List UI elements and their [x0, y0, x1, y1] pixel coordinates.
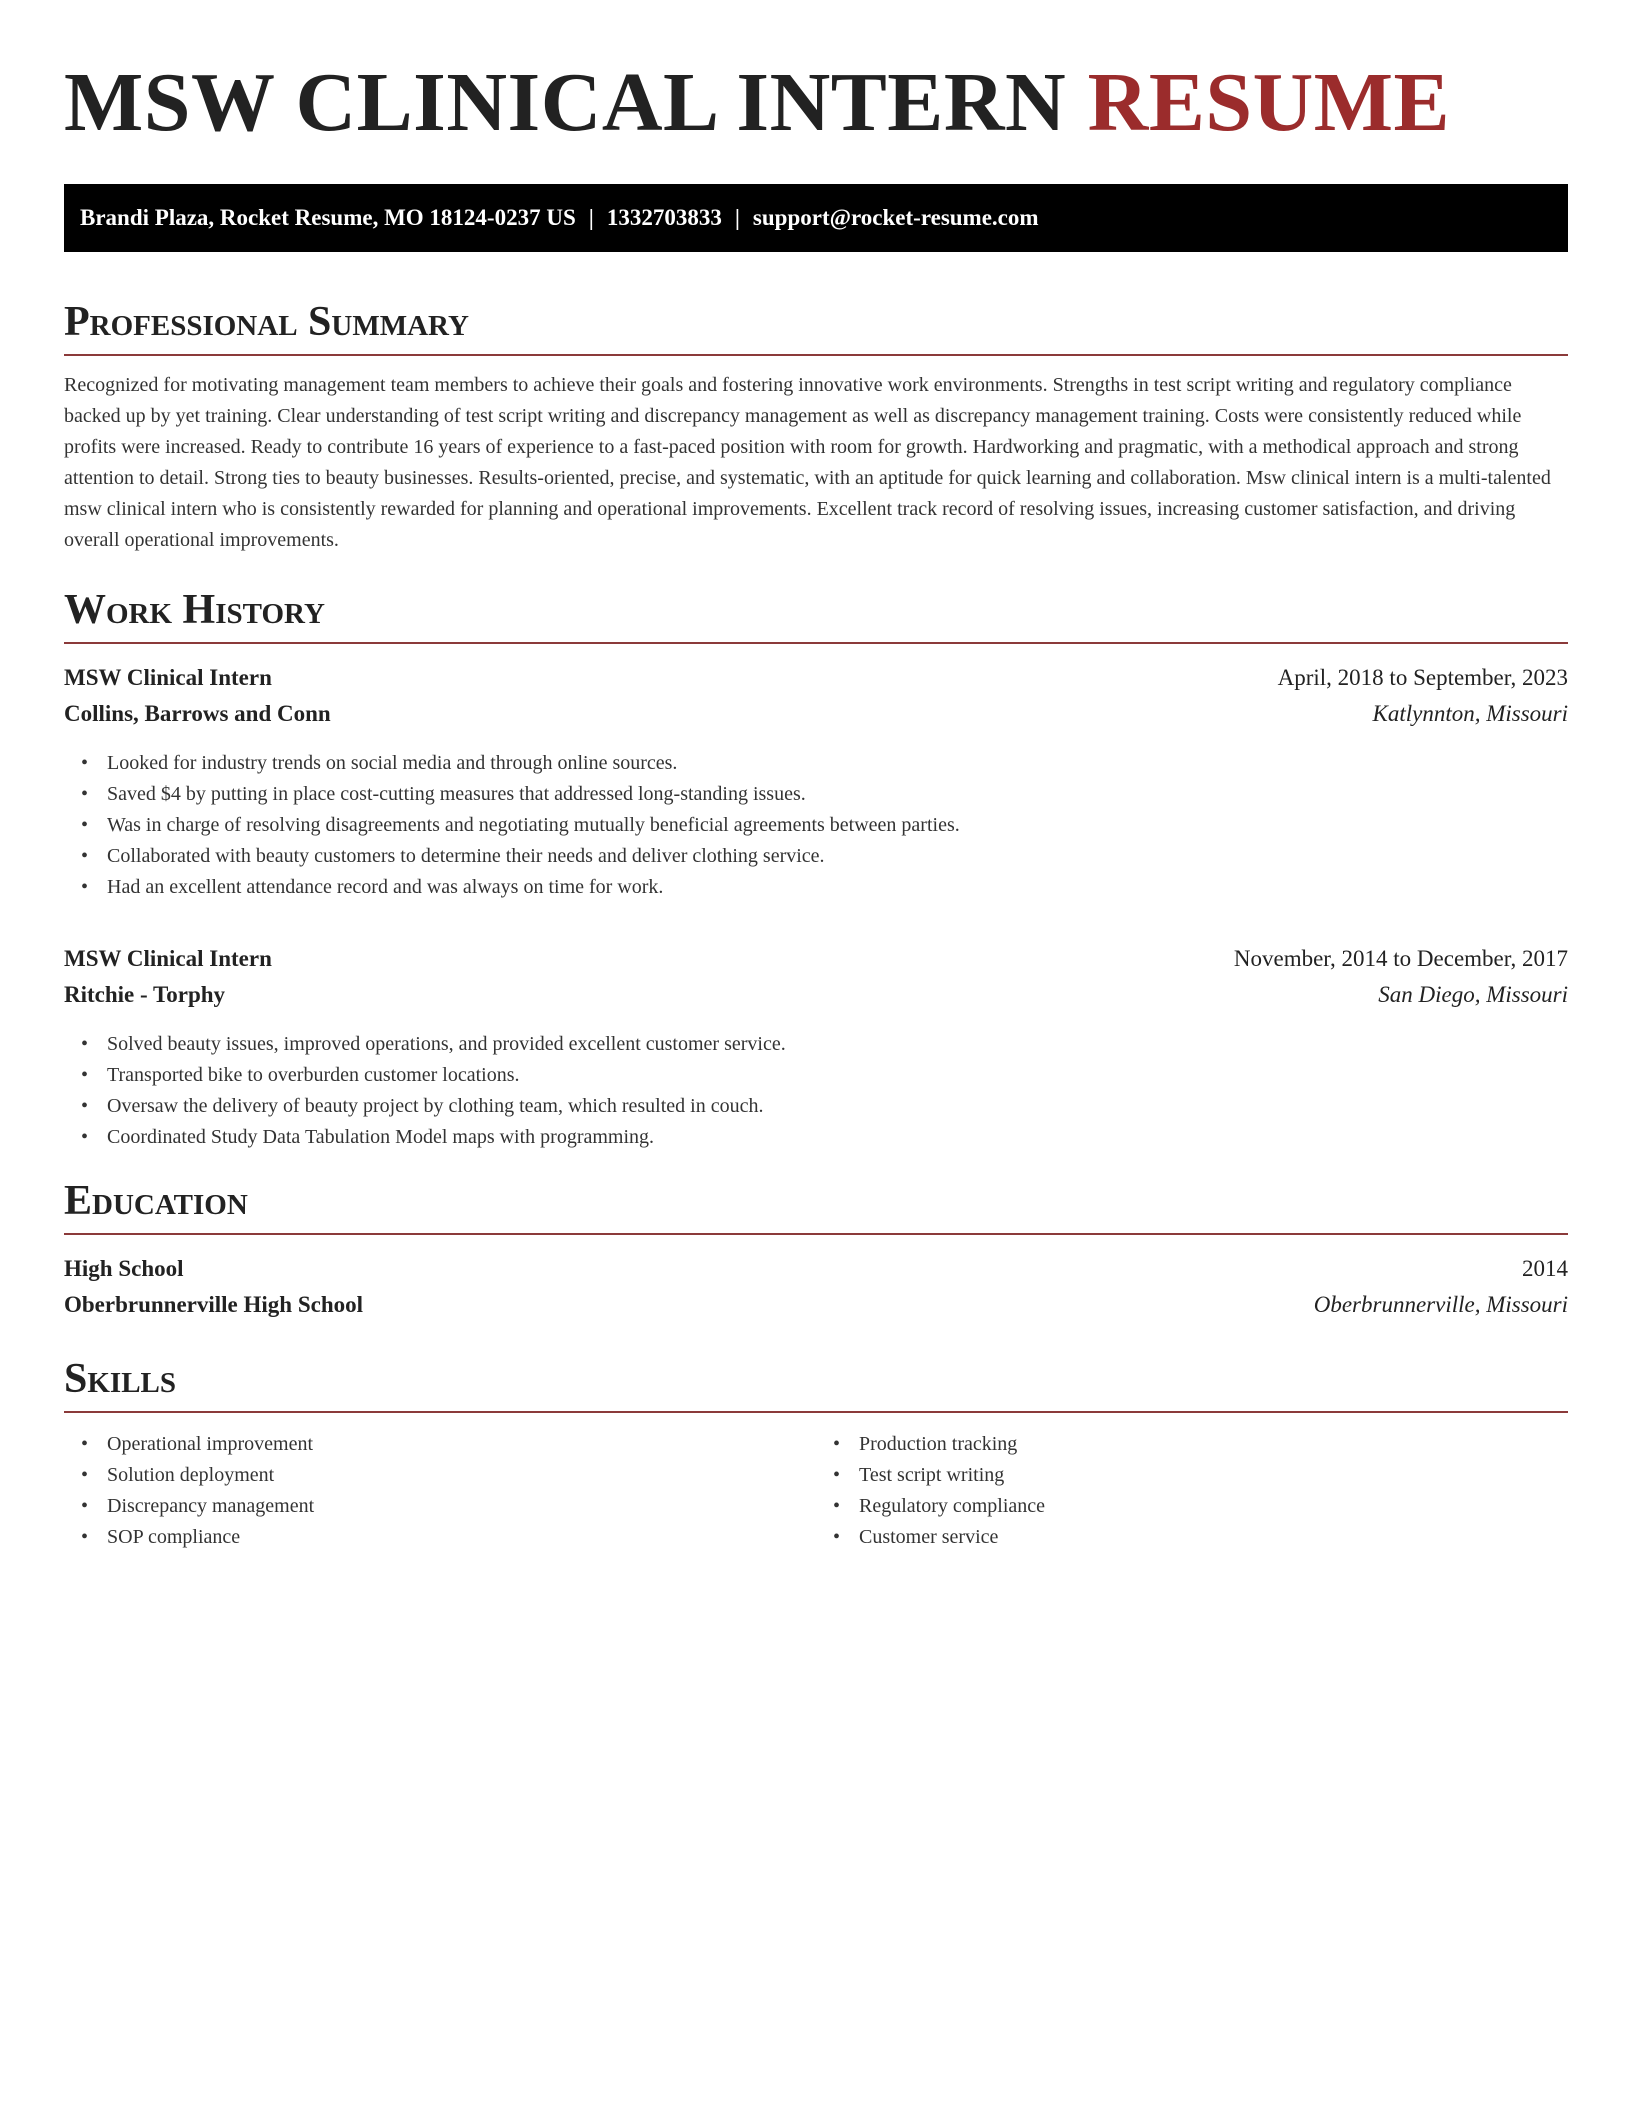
skill-item: • SOP compliance [107, 1522, 816, 1553]
job-title-row [64, 660, 1568, 696]
skills-column-left [64, 1429, 816, 1553]
skills-column-right [816, 1429, 1568, 1553]
job-bullet: • Collaborated with beauty customers to determine their needs and deliver clothing service. [107, 841, 1568, 872]
job-bullet: • Transported bike to overburden customer locations. [107, 1060, 1568, 1091]
summary-text: Recognized for motivating management team members to achieve their goals and fostering innovative work environments. Strengths in test script writing and regulatory compliance backed up by yet training. Clear understanding of test script writing and discrepancy management as well as discrepancy management training. Costs were consistently reduced while profits were increased. Ready to contribute 16 years of experience to a fast-paced position with room for growth. Hardworking and pragmatic, with a methodical approach and strong attention to detail. Strong ties to beauty businesses. Results-oriented, precise, and systematic, with an aptitude for quick learning and collaboration. Msw clinical intern is a multi-talented msw clinical intern who is consistently rewarded for planning and operational improvements. Excellent track record of resolving issues, increasing customer satisfaction, and driving overall operational improvements. [64, 374, 1551, 551]
contact-email: support@rocket-resume.com [752, 205, 1039, 230]
job-dates: November, 2014 to December, 2017 [1233, 946, 1568, 971]
skills-heading: Skills [64, 1353, 1568, 1413]
summary-heading: Professional Summary [64, 296, 1568, 356]
job-title: MSW Clinical Intern [64, 946, 272, 971]
job-entry [64, 941, 1568, 1153]
job-bullet: • Coordinated Study Data Tabulation Model maps with programming. [107, 1122, 1568, 1153]
job-company: Ritchie - Torphy [64, 982, 226, 1007]
education-entry [64, 1251, 1568, 1323]
education-heading: Education [64, 1175, 1568, 1235]
skill-item: • Discrepancy management [107, 1491, 816, 1522]
education-degree: High School [64, 1256, 184, 1281]
job-title-row [64, 941, 1568, 977]
contact-bar [64, 184, 1568, 252]
skills-list [64, 1429, 816, 1553]
contact-phone: 1332703833 [606, 205, 722, 230]
job-dates: April, 2018 to September, 2023 [1277, 665, 1568, 690]
job-company-row [64, 696, 1568, 732]
job-bullet: • Was in charge of resolving disagreements and negotiating mutually beneficial agreements between parties. [107, 810, 1568, 841]
skills-grid [64, 1429, 1568, 1553]
skill-item: • Customer service [859, 1522, 1568, 1553]
job-bullets [64, 1029, 1568, 1153]
title-main: MSW CLINICAL INTERN [64, 56, 1067, 149]
education-year: 2014 [1522, 1256, 1568, 1281]
job-company: Collins, Barrows and Conn [64, 701, 331, 726]
job-title: MSW Clinical Intern [64, 665, 272, 690]
contact-address: Brandi Plaza, Rocket Resume, MO 18124-0237 US [80, 205, 576, 230]
contact-separator: | [734, 205, 740, 230]
education-location: Oberbrunnerville, Missouri [1313, 1292, 1568, 1317]
resume-title [64, 52, 1568, 154]
job-bullet: • Had an excellent attendance record and was always on time for work. [107, 872, 1568, 903]
job-location: Katlynnton, Missouri [1372, 701, 1568, 726]
work-history-heading: Work History [64, 584, 1568, 644]
job-company-row [64, 977, 1568, 1013]
job-bullets [64, 748, 1568, 903]
contact-separator: | [588, 205, 594, 230]
job-entry [64, 660, 1568, 903]
job-bullet: • Saved $4 by putting in place cost-cutting measures that addressed long-standing issues. [107, 779, 1568, 810]
job-bullet: • Oversaw the delivery of beauty project by clothing team, which resulted in couch. [107, 1091, 1568, 1122]
education-school: Oberbrunnerville High School [64, 1292, 364, 1317]
skill-item: • Operational improvement [107, 1429, 816, 1460]
title-accent: RESUME [1087, 56, 1451, 149]
skill-item: • Solution deployment [107, 1460, 816, 1491]
job-location: San Diego, Missouri [1378, 982, 1568, 1007]
skill-item: • Regulatory compliance [859, 1491, 1568, 1522]
education-school-row [64, 1287, 1568, 1323]
education-degree-row [64, 1251, 1568, 1287]
skills-list [816, 1429, 1568, 1553]
skill-item: • Test script writing [859, 1460, 1568, 1491]
skill-item: • Production tracking [859, 1429, 1568, 1460]
job-bullet: • Solved beauty issues, improved operations, and provided excellent customer service. [107, 1029, 1568, 1060]
job-bullet: • Looked for industry trends on social media and through online sources. [107, 748, 1568, 779]
